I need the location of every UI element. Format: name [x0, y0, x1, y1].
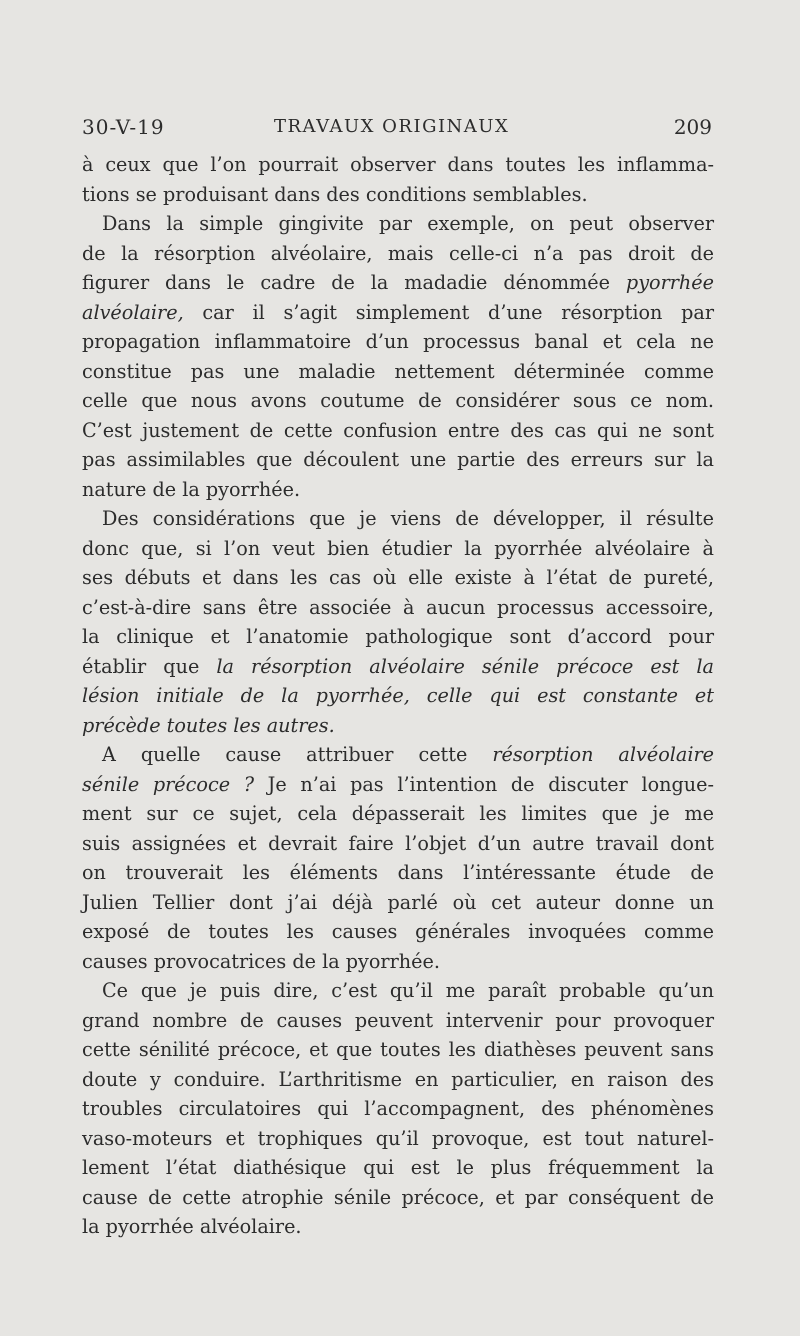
italic-term: alvéolaire, [82, 300, 184, 324]
text-run: figurer dans le cadre de la madadie dénommée [82, 271, 626, 294]
italic-term: lésion initiale de la pyorrhée, celle qui est constante et [82, 684, 714, 707]
text-line: tions se produisant dans des conditions semblables. [82, 182, 588, 206]
text-line: donc que, si l’on veut bien étudier la pyorrhée alvéolaire à [82, 536, 714, 560]
text-run: A quelle cause attribuer cette [102, 743, 493, 766]
page-number: 209 [673, 115, 712, 139]
text-line [82, 268, 714, 298]
italic-term: précède toutes les autres. [82, 713, 335, 737]
text-line: pas assimilables que découlent une partie des erreurs sur la [82, 448, 714, 471]
text-line: Des considérations que je viens de développer, il résulte [102, 507, 714, 530]
text-line: Dans la simple gingivite par exemple, on peut observer [102, 212, 714, 235]
text-line: cette sénilité précoce, et que toutes les diathèses peuvent sans [82, 1038, 714, 1061]
text-line: grand nombre de causes peuvent intervenir pour provoquer [82, 1008, 714, 1032]
text-line [82, 740, 714, 770]
text-line: ment sur ce sujet, cela dépasserait les limites que je me [82, 802, 714, 825]
text-line: lement l’état diathésique qui est le plus fréquemment la [82, 1156, 714, 1179]
text-line: nature de la pyorrhée. [82, 477, 301, 501]
text-line: exposé de toutes les causes générales invoquées comme [82, 920, 714, 943]
text-line [82, 298, 714, 328]
section-title: TRAVAUX ORIGINAUX [274, 116, 510, 137]
text-line: la pyorrhée alvéolaire. [82, 1215, 302, 1238]
italic-term: sénile précoce ? [82, 772, 255, 796]
body-text [82, 150, 714, 1242]
text-line: suis assignées et devrait faire l’objet d’un autre travail dont [82, 831, 714, 855]
text-run: car il s’agit simplement d’une résorption par [183, 300, 714, 324]
running-header [82, 112, 712, 142]
text-run: Je n’ai pas l’intention de discuter longue- [254, 772, 714, 796]
text-line: celle que nous avons coutume de considérer sous ce nom. [82, 389, 714, 412]
text-line: propagation inflammatoire d’un processus banal et cela ne [82, 330, 714, 353]
text-line: Ce que je puis dire, c’est qu’il me paraît probable qu’un [102, 979, 714, 1002]
text-line: troubles circulatoires qui l’accompagnent, des phénomènes [82, 1097, 714, 1120]
italic-term: la résorption alvéolaire sénile précoce est la [216, 654, 714, 678]
text-line [82, 681, 714, 711]
text-line [82, 770, 714, 800]
text-line: la clinique et l’anatomie pathologique sont d’accord pour [82, 625, 714, 648]
text-line: on trouverait les éléments dans l’intéressante étude de [82, 861, 714, 884]
text-line: Julien Tellier dont j’ai déjà parlé où cet auteur donne un [82, 890, 714, 914]
italic-term: pyorrhée [625, 271, 714, 294]
issue-date: 30-V-19 [82, 115, 165, 139]
text-line [82, 711, 714, 741]
text-run: établir que [82, 654, 217, 678]
text-line [82, 652, 714, 682]
text-line: de la résorption alvéolaire, mais celle-ci n’a pas droit de [82, 241, 714, 265]
text-line: vaso-moteurs et trophiques qu’il provoque, est tout naturel- [82, 1126, 714, 1150]
text-line: à ceux que l’on pourrait observer dans toutes les inflamma- [82, 153, 714, 176]
text-line: causes provocatrices de la pyorrhée. [82, 949, 440, 973]
text-line: constitue pas une maladie nettement déterminée comme [82, 359, 714, 383]
text-line: ses débuts et dans les cas où elle existe à l’état de pureté, [82, 566, 714, 589]
text-line: cause de cette atrophie sénile précoce, et par conséquent de [82, 1185, 714, 1209]
text-line: C’est justement de cette confusion entre des cas qui ne sont [82, 418, 714, 442]
text-line: c’est-à-dire sans être associée à aucun processus accessoire, [82, 595, 714, 619]
text-line: doute y conduire. L’arthritisme en particulier, en raison des [82, 1067, 714, 1091]
italic-term: résorption alvéolaire [492, 743, 714, 766]
